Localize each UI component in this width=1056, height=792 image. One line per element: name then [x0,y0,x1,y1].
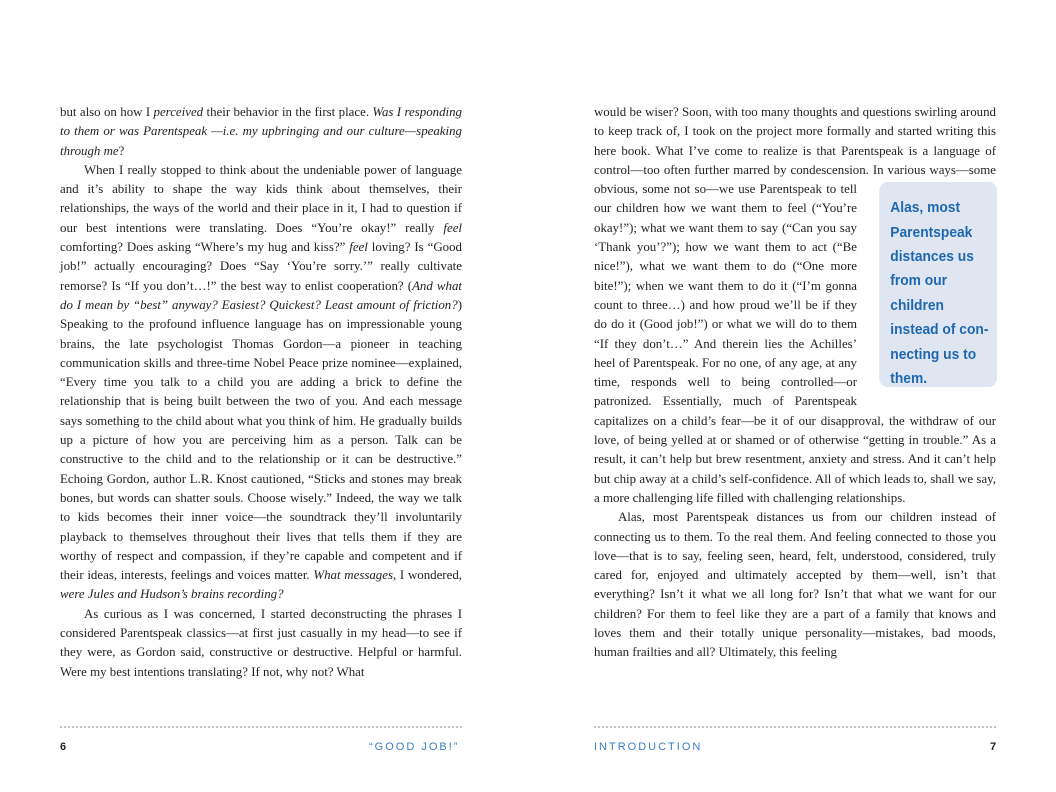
italic-text: What messages [313,568,393,583]
italic-text: feel [349,240,368,255]
italic-text: Was I responding to them or was Parentspeak —i.e. my upbringing and our culture—speaking through me [60,105,463,158]
left-body-text [60,103,462,682]
page-number: 6 [60,741,67,753]
body-paragraph: As curious as I was concerned, I started deconstructing the phrases I considered Parentspeak classics—at first just casually in my head—to see if they were, as Gordon said, constructive or destructive. Helpful or harmful. Were my best intentions translating? If not, why not? What [60,606,462,679]
italic-text: feel [443,220,462,235]
body-paragraph: but also on how I perceived their behavior in the first place. Was I responding to them or was Parentspeak —i.e. my upbringing and our culture—speaking through me? [60,105,463,158]
running-head: INTRODUCTION [594,741,703,753]
running-head: “GOOD JOB!” [369,741,460,753]
italic-text: perceived [153,105,204,119]
pull-quote: Alas, most Parentspeak distances us from our children instead of con- necting us to them. [879,182,997,387]
footer-dotted-rule [60,726,462,728]
body-paragraph: would be wiser? Soon, with too many thoughts and questions swirling around to keep track of, I took on the project more formally and started writing this here book. What I’ve come to realize is that Parentspeak is a language of control—too often further marred by condescension. In various ways—some Alas, most Parentspeak distances us from our children instead of con- necting us to them. obvious, some not so—we use Parentspeak to tell our children how we want them to feel (“You’re okay!”); what we want them to say (“Can you say ‘Thank you’?”); how we want them to act (“Be nice!”), what we want them to do (“One more bite!”); when we want them to do it (“I’m gonna count to three…) and how proud we’ll be if they do do it (Good job!”) or what we will do to them “If they don’t…” And therein lies the Achilles’ heel of Parentspeak. For no one, of any age, at any time, responds well to being controlled—or patronized. Essentially, much of Parentspeak capitalizes on a child’s fear—be it of our disapproval, the withdraw of our love, of being yelled at or shamed or of otherwise “getting in trouble.” As a result, it can’t help but brew resentment, anxiety and stress. And it can’t help but chip away at a child’s self-confidence. All of which leads to, shall we say, a more challenging life filled with challenging relationships. [594,105,996,505]
italic-text: And what do I mean by “best” anyway? Easiest? Quickest? Least amount of friction? [60,278,463,312]
footer-dotted-rule [594,726,996,728]
italic-text: were Jules and Hudson’s brains recording? [60,587,284,602]
right-body-text [594,103,996,663]
body-paragraph: Alas, most Parentspeak distances us from our children instead of connecting us to them. To the real them. And feeling connected to those you love—that is to say, feeling seen, heard, felt, understood, considered, truly cared for, enjoyed and ultimately accepted by them—well, isn’t that everything? Isn’t it what we all long for? Isn’t that what we want for our children? For them to feel like they are a part of a family that knows and loves them and their totally unique personality—mistakes, bad moods, human frailties and all? Ultimately, this feeling [594,510,996,660]
right-page [528,0,1056,792]
body-paragraph: When I really stopped to think about the undeniable power of language and it’s ability to shape the way kids think about themselves, their relationships, the ways of the world and their place in it, I had to question if our best intentions were translating. Does “You’re okay!” really feel comforting? Does asking “Where’s my hug and kiss?” feel loving? Is “Good job!” actually encouraging? Does “Say ‘You’re sorry.’” really cultivate remorse? Is “If you don’t…!” the best way to enlist cooperation? (And what do I mean by “best” anyway? Easiest? Quickest? Least amount of friction?) Speaking to the profound influence language has on impressionable young brains, the late psychologist Thomas Gordon—a pioneer in teaching communication skills and three-time Nobel Peace prize nominee—explained, “Every time you talk to a child you are adding a brick to define the relationship that is being built between the two of you. And each message says something to the child about what you think of him. He gradually builds up a picture of how you are perceiving him as a person. Talk can be constructive to the child and to the relationship or it can be destructive.” Echoing Gordon, author L.R. Knost cautioned, “Sticks and stones may break bones, but words can shatter souls. Choose wisely.” Indeed, the way we talk to kids becomes their inner voice—the soundtrack they’ll involuntarily playback to themselves throughout their lives that tells them if they are worthy of respect and compassion, if they’re capable and competent and if their ideas, interests, feelings and voices matter. What messages, I wondered, were Jules and Hudson’s brains recording? [60,162,463,602]
page-number: 7 [990,741,997,753]
